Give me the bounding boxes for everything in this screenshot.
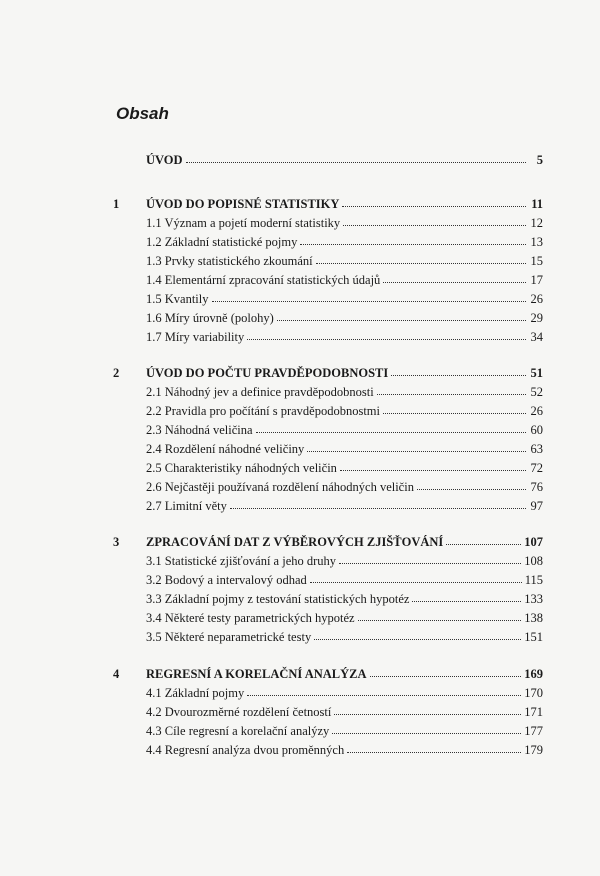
dot-leader: [340, 460, 526, 471]
dot-leader: [370, 666, 522, 677]
chapter-number: 3: [113, 535, 120, 549]
entry-title: ÚVOD DO POPISNÉ STATISTIKY: [146, 197, 340, 211]
entry-page: 5: [536, 153, 543, 167]
entry-title: ÚVOD: [146, 153, 183, 167]
entry-page: 60: [530, 423, 543, 437]
dot-leader: [314, 629, 521, 640]
dot-leader: [247, 685, 521, 696]
chapter-entry: [146, 534, 543, 550]
entry-page: 177: [524, 724, 543, 738]
dot-leader: [342, 196, 526, 207]
toc-intro-entry: [146, 152, 543, 168]
entry-title: 2.4 Rozdělení náhodné veličiny: [146, 442, 305, 456]
entry-title: 3.4 Některé testy parametrických hypotéz: [146, 611, 355, 625]
entry-page: 12: [530, 216, 543, 230]
dot-leader: [412, 591, 521, 602]
entry-title: 1.2 Základní statistické pojmy: [146, 235, 298, 249]
entry-title: 1.4 Elementární zpracování statistických údajů: [146, 273, 381, 287]
entry-title: ZPRACOVÁNÍ DAT Z VÝBĚROVÝCH ZJIŠŤOVÁNÍ: [146, 535, 444, 549]
section-entry: [146, 704, 543, 720]
entry-page: 29: [530, 311, 543, 325]
section-entry: [146, 723, 543, 739]
entry-title: 3.2 Bodový a intervalový odhad: [146, 573, 307, 587]
entry-title: 3.5 Některé neparametrické testy: [146, 630, 312, 644]
dot-leader: [339, 553, 521, 564]
section-entry: [146, 310, 543, 326]
dot-leader: [300, 234, 526, 245]
section-entry: [146, 479, 543, 495]
dot-leader: [347, 742, 521, 753]
section-entry: [146, 460, 543, 476]
chapter-entry: [146, 666, 543, 682]
dot-leader: [316, 253, 526, 264]
dot-leader: [383, 403, 526, 414]
section-entry: [146, 403, 543, 419]
section-entry: [146, 384, 543, 400]
dot-leader: [277, 310, 526, 321]
dot-leader: [307, 441, 526, 452]
section-entry: [146, 629, 543, 645]
entry-page: 171: [524, 705, 543, 719]
section-entry: [146, 591, 543, 607]
dot-leader: [186, 152, 526, 163]
section-entry: [146, 215, 543, 231]
entry-page: 97: [530, 499, 543, 513]
entry-page: 76: [530, 480, 543, 494]
section-entry: [146, 498, 543, 514]
entry-title: 3.1 Statistické zjišťování a jeho druhy: [146, 554, 337, 568]
entry-page: 138: [524, 611, 543, 625]
entry-page: 151: [524, 630, 543, 644]
entry-page: 115: [524, 573, 543, 587]
entry-page: 17: [530, 273, 543, 287]
section-entry: [146, 441, 543, 457]
entry-page: 52: [530, 385, 543, 399]
section-entry: [146, 272, 543, 288]
dot-leader: [377, 384, 526, 395]
entry-title: 4.2 Dvourozměrné rozdělení četností: [146, 705, 332, 719]
entry-page: 170: [524, 686, 543, 700]
entry-page: 51: [530, 366, 543, 380]
section-entry: [146, 572, 543, 588]
section-entry: [146, 291, 543, 307]
entry-title: 2.5 Charakteristiky náhodných veličin: [146, 461, 337, 475]
dot-leader: [247, 329, 526, 340]
dot-leader: [343, 215, 526, 226]
toc-heading: Obsah: [116, 104, 169, 123]
entry-page: 133: [524, 592, 543, 606]
chapter-number: 2: [113, 366, 120, 380]
entry-page: 26: [530, 292, 543, 306]
entry-page: 72: [530, 461, 543, 475]
chapter-number: 1: [113, 197, 120, 211]
dot-leader: [417, 479, 526, 490]
dot-leader: [256, 422, 526, 433]
dot-leader: [446, 534, 521, 545]
entry-title: 4.3 Cíle regresní a korelační analýzy: [146, 724, 330, 738]
entry-title: ÚVOD DO POČTU PRAVDĚPODOBNOSTI: [146, 366, 389, 380]
entry-page: 63: [530, 442, 543, 456]
dot-leader: [230, 498, 526, 509]
section-entry: [146, 742, 543, 758]
entry-title: 2.6 Nejčastěji používaná rozdělení náhodných veličin: [146, 480, 414, 494]
dot-leader: [212, 291, 527, 302]
dot-leader: [310, 572, 522, 583]
entry-page: 169: [524, 667, 543, 681]
chapter-number: 4: [113, 667, 120, 681]
entry-title: 2.1 Náhodný jev a definice pravděpodobnosti: [146, 385, 374, 399]
entry-title: 1.7 Míry variability: [146, 330, 245, 344]
entry-title: 4.4 Regresní analýza dvou proměnných: [146, 743, 345, 757]
entry-title: 4.1 Základní pojmy: [146, 686, 245, 700]
chapter-entry: [146, 196, 543, 212]
entry-title: 2.3 Náhodná veličina: [146, 423, 253, 437]
dot-leader: [332, 723, 521, 734]
entry-title: 2.2 Pravidla pro počítání s pravděpodobnostmi: [146, 404, 380, 418]
section-entry: [146, 329, 543, 345]
section-entry: [146, 234, 543, 250]
entry-title: 3.3 Základní pojmy z testování statistických hypotéz: [146, 592, 410, 606]
section-entry: [146, 610, 543, 626]
entry-page: 26: [530, 404, 543, 418]
section-entry: [146, 685, 543, 701]
dot-leader: [383, 272, 526, 283]
entry-title: 1.6 Míry úrovně (polohy): [146, 311, 274, 325]
section-entry: [146, 422, 543, 438]
dot-leader: [334, 704, 521, 715]
entry-page: 108: [524, 554, 543, 568]
entry-title: 2.7 Limitní věty: [146, 499, 227, 513]
chapter-entry: [146, 365, 543, 381]
entry-title: 1.1 Význam a pojetí moderní statistiky: [146, 216, 341, 230]
entry-title: 1.3 Prvky statistického zkoumání: [146, 254, 313, 268]
dot-leader: [358, 610, 522, 621]
section-entry: [146, 553, 543, 569]
entry-page: 15: [530, 254, 543, 268]
entry-page: 11: [531, 197, 543, 211]
entry-title: REGRESNÍ A KORELAČNÍ ANALÝZA: [146, 667, 367, 681]
entry-page: 13: [530, 235, 543, 249]
entry-page: 34: [530, 330, 543, 344]
entry-page: 107: [524, 535, 543, 549]
dot-leader: [391, 365, 526, 376]
section-entry: [146, 253, 543, 269]
entry-title: 1.5 Kvantily: [146, 292, 209, 306]
entry-page: 179: [524, 743, 543, 757]
